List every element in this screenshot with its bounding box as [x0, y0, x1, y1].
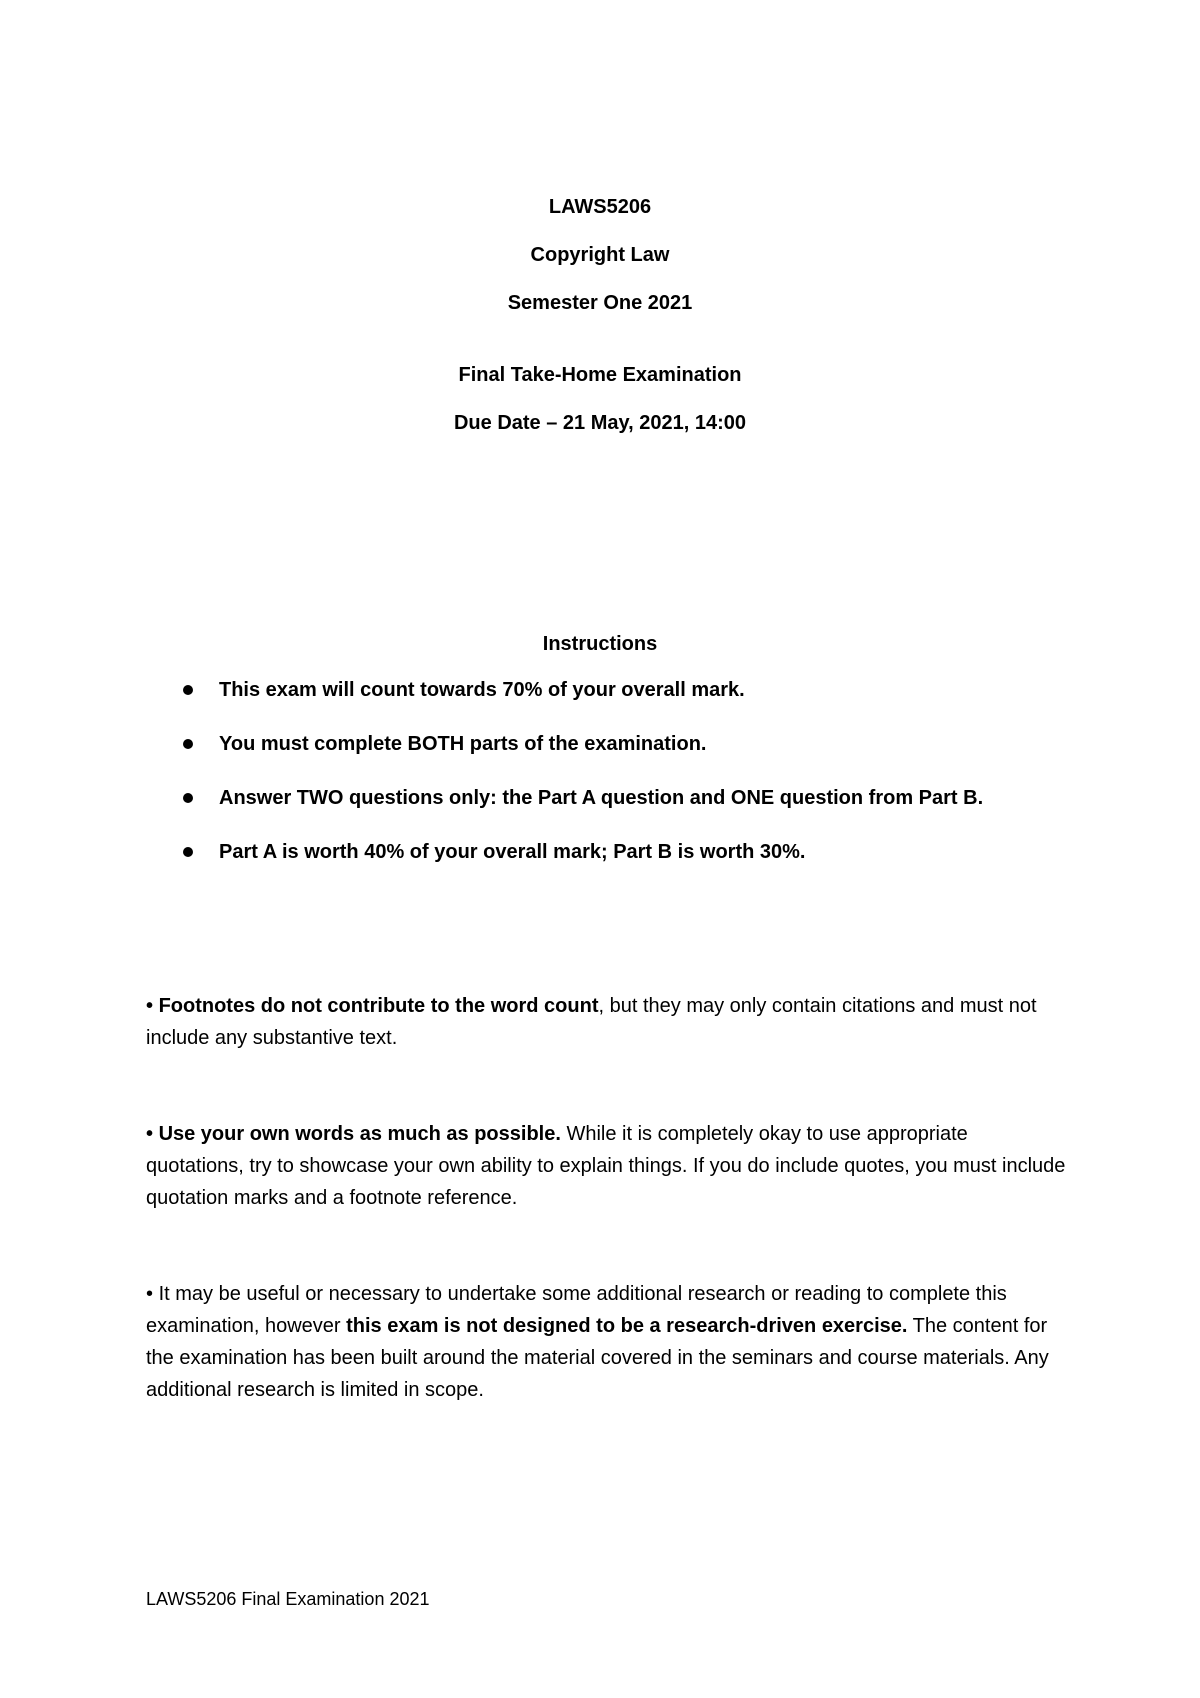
- course-name: Copyright Law: [530, 244, 670, 266]
- instruction-item: [183, 678, 1083, 702]
- title-block: [0, 195, 1200, 459]
- due-date: Due Date – 21 May, 2021, 14:00: [453, 412, 747, 434]
- note-footnotes: [146, 990, 1066, 1054]
- instruction-text: This exam will count towards 70% of your overall mark.: [219, 679, 745, 701]
- instruction-item: [183, 840, 1083, 864]
- instructions-list: [183, 678, 1083, 894]
- title-spacer: [0, 339, 1200, 363]
- bullet-icon: [183, 739, 193, 749]
- note-research: [146, 1278, 1066, 1406]
- note-bullet: •: [146, 1123, 159, 1145]
- note-bold-text: this exam is not designed to be a research-driven exercise.: [346, 1315, 908, 1337]
- course-code: LAWS5206: [548, 196, 652, 218]
- note-own-words: [146, 1118, 1066, 1214]
- instructions-heading: Instructions: [542, 633, 658, 655]
- note-text-before: It may be useful or necessary to undertake some additional research or reading to complete this examination, however: [146, 1283, 1007, 1337]
- note-text: While it is completely okay to use appropriate quotations, try to showcase your own ability to explain things. If you do include quotes, you must include quotation marks and a footnote reference.: [146, 1123, 1066, 1209]
- instruction-text: Answer TWO questions only: the Part A question and ONE question from Part B.: [219, 787, 984, 809]
- bullet-icon: [183, 685, 193, 695]
- note-bullet: •: [146, 995, 159, 1017]
- note-bold-text: Use your own words as much as possible.: [158, 1123, 561, 1145]
- page-footer: LAWS5206 Final Examination 2021: [146, 1589, 430, 1609]
- bullet-icon: [183, 847, 193, 857]
- instruction-item: [183, 732, 1083, 756]
- note-bold-text: Footnotes do not contribute to the word count: [158, 995, 599, 1017]
- note-bullet: •: [146, 1283, 159, 1305]
- note-text: , but they may only contain citations and must not include any substantive text.: [146, 995, 1037, 1049]
- notes-section: [146, 990, 1066, 1470]
- instruction-item: [183, 786, 1083, 810]
- semester: Semester One 2021: [507, 292, 693, 314]
- bullet-icon: [183, 793, 193, 803]
- note-text: The content for the examination has been built around the material covered in the seminars and course materials. Any additional research is limited in scope.: [146, 1315, 1049, 1401]
- instruction-text: Part A is worth 40% of your overall mark; Part B is worth 30%.: [219, 841, 806, 863]
- exam-type: Final Take-Home Examination: [458, 364, 742, 386]
- instruction-text: You must complete BOTH parts of the examination.: [219, 733, 707, 755]
